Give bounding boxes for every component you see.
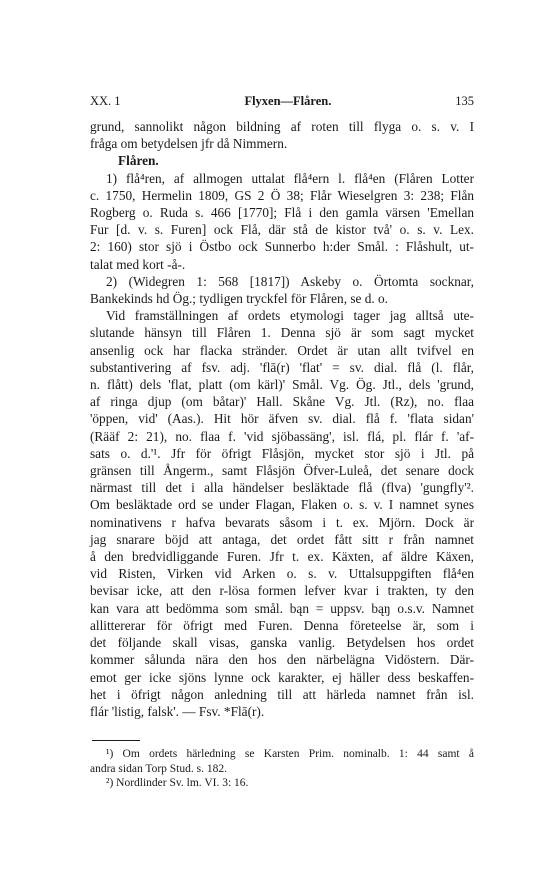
- text-line: gränsen till Ångerm., samt Flåsjön Öfver-Luleå, det senare dock: [90, 463, 474, 479]
- text-line: talat med kort -å-.: [90, 256, 186, 272]
- footnote-line: andra sidan Torp Stud. s. 182.: [90, 762, 227, 775]
- text-line: Rogberg o. Ruda s. 466 [1770]; Flå i den gamla värsen 'Emellan: [90, 205, 474, 221]
- text-line: sats o. d.'¹. Jfr för öfrigt Flåsjön, mycket stor sjö i Jtl. på: [90, 445, 474, 461]
- text-line: 2) (Widegren 1: 568 [1817]) Askeby o. Örtomta socknar,: [106, 273, 474, 289]
- text-line: (Rääf 2: 21), no. flaa f. 'vid sjöbassäng', isl. flá, pl. flár f. 'af-: [90, 428, 474, 444]
- text-line: 'öppen, vid' (Aas.). Hit hör äfven sv. dial. flå f. 'flata sidan': [90, 411, 474, 427]
- text-line: 2: 160) stor sjö i Östbo ock Sunnerbo h:der Smål. : Flåshult, ut-: [90, 239, 474, 255]
- text-line: närmast till det i alla händelser besläktade flå (flva) 'gungfly'².: [90, 480, 474, 496]
- text-line: kommer sålunda nära den hos den närbelägna Vidöstern. Där-: [90, 652, 474, 668]
- footnotes: [90, 747, 474, 791]
- text-line: jag snarare böjd att antaga, det ordet fått sitt r från namnet: [90, 531, 474, 547]
- text-line: det följande skall visas, ganska vanlig. Betydelsen hos ordet: [90, 635, 474, 651]
- text-line: c. 1750, Hermelin 1809, GS 2 Ö 38; Flår Wieselgren 3: 238; Flån: [90, 187, 474, 203]
- text-line: vid Risten, Virken vid Arken o. s. v. Uttalsuppgiften flå⁴en: [90, 566, 474, 582]
- text-line: ansenlig ock har flacka stränder. Ordet är utan allt tvifvel en: [90, 342, 474, 358]
- header-title: Flyxen—Flåren.: [244, 94, 332, 108]
- text-line: å den bredvidliggande Furen. Jfr t. ex. Käxten, af äldre Käxen,: [90, 549, 474, 565]
- footnote-divider: [92, 740, 140, 741]
- text-line: 1) flå⁴ren, af allmogen uttalat flå⁴ern l. flå⁴en (Flåren Lotter: [106, 170, 474, 186]
- text-line: slutande hänsyn till Flåren 1. Denna sjö är som sagt mycket: [90, 325, 474, 341]
- footnote-line: ²) Nordlinder Sv. lm. VI. 3: 16.: [106, 777, 249, 790]
- running-header: [90, 94, 474, 108]
- text-line: nominativens r hafva bevarats såsom i t. ex. Mjörn. Dock är: [90, 514, 474, 530]
- text-line: het i öfrigt någon anledning till att härleda namnet från isl.: [90, 686, 474, 702]
- text-line: fråga om betydelsen jfr då Nimmern.: [90, 136, 288, 152]
- text-line: Om besläktade ord se under Flagan, Flaken o. s. v. I namnet synes: [90, 497, 474, 513]
- text-line: grund, sannolikt någon bildning af roten till flyga o. s. v. I: [90, 119, 474, 134]
- text-line: kan vara att bedömma som smål. bąn = uppsv. bąŋ o.s.v. Namnet: [90, 600, 474, 616]
- footnote-line: ¹) Om ordets härledning se Karsten Prim. nominalb. 1: 44 samt å: [106, 748, 474, 761]
- text-line: n. flått) dels 'flat, platt (om kärl)' Smål. Vg. Ög. Jtl., dels 'grund,: [90, 377, 474, 393]
- text-line: af ringa djup (om båtar)' Hall. Skåne Vg. Jtl. (Rz), no. flaa: [90, 394, 474, 410]
- text-line: allittererar för öfrigt med Furen. Denna företeelse är, som i: [90, 617, 474, 633]
- text-line: Vid framställningen af ordets etymologi tager jag alltså ute-: [106, 308, 474, 324]
- text-line: substantivering af fsv. adj. 'flā(r) 'flat' = sv. dial. flå (l. flår,: [90, 359, 474, 375]
- text-line: Bankekinds hd Ög.; tydligen tryckfel för Flåren, se d. o.: [90, 291, 389, 307]
- header-section-number: XX. 1: [90, 94, 121, 108]
- text-line: bevisar icke, att den r-lösa formen lefver kvar i trakten, ty den: [90, 583, 474, 599]
- entry-heading: Flåren.: [118, 153, 159, 169]
- page-number: 135: [455, 94, 474, 108]
- text-line: flár 'listig, falsk'. — Fsv. *Flā(r).: [90, 703, 265, 719]
- body-text: [90, 118, 474, 720]
- text-line: emot ger icke sjöns lynne ock karakter, ej häller dess beskaffen-: [90, 669, 474, 685]
- text-line: Fur [d. v. s. Furen] ock Flå, där stå de kistor två' o. s. v. Lex.: [90, 222, 474, 238]
